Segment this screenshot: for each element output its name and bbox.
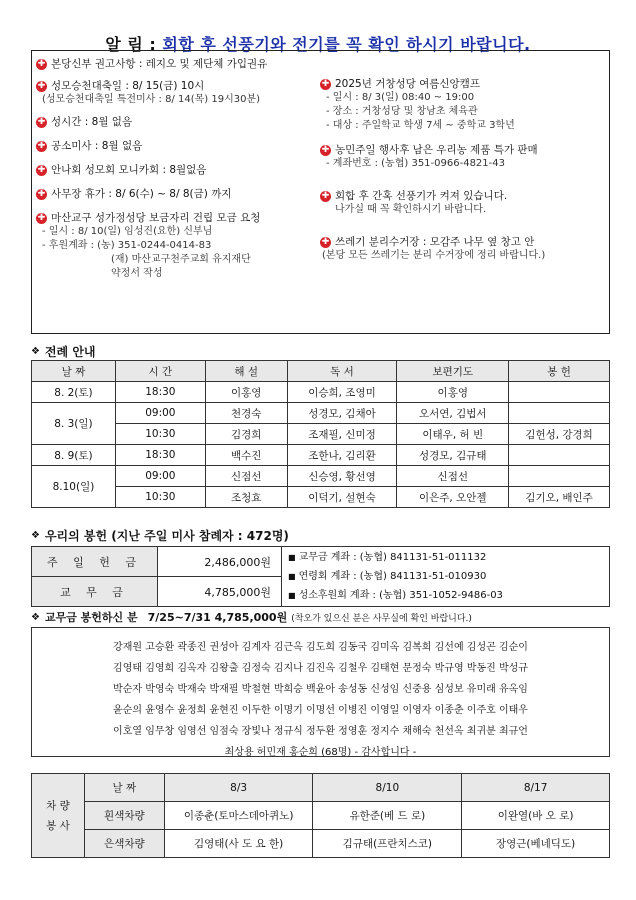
square-bullet-icon: ■ xyxy=(288,572,296,581)
donor-list xyxy=(31,627,610,757)
account-list xyxy=(282,547,610,607)
offering-value: 4,785,000원 xyxy=(158,577,282,607)
notice-text: 회합 후 선풍기와 전기를 꼭 확인 하시기 바랍니다. xyxy=(162,35,531,54)
donors-section-title: ❖ 교무금 봉헌하신 분 7/25~7/31 4,785,000원 (착오가 있으신 분은 사무실에 확인 바랍니다.) xyxy=(31,611,472,624)
announcement-item: ✚ 쓰레기 분리수거장 : 모감주 나무 옆 창고 안 xyxy=(321,236,535,248)
diamond-bullet-icon: ❖ xyxy=(31,346,40,357)
liturgy-section-title: ❖ 전례 안내 xyxy=(31,345,96,359)
diamond-bullet-icon: ❖ xyxy=(31,530,40,541)
cross-icon: ✚ xyxy=(321,236,330,247)
table-row: 8. 3(일) 09:00 천경숙 성경모, 김채아 오서연, 김법서 xyxy=(32,403,610,424)
cross-icon: ✚ xyxy=(321,190,330,201)
announcement-item: ✚ 성시간 : 8월 없음 xyxy=(37,116,133,128)
vehicle-service-label: 차 량 봉 사 xyxy=(32,774,85,858)
cross-icon: ✚ xyxy=(37,140,46,151)
date-cell: 8. 2(토) xyxy=(32,382,116,403)
offering-label: 주 일 헌 금 xyxy=(32,547,158,577)
announcement-subtext: - 계좌번호 : (농협) 351-0966-4821-43 xyxy=(326,158,505,169)
announcement-item: ✚ 성모승천대축일 : 8/ 15(금) 10시 xyxy=(37,80,205,92)
account-line: ■ 교무금 계좌 : (농협) 841131-51-011132 xyxy=(288,552,487,563)
column-header: 독 서 xyxy=(287,361,397,382)
table-row: 흰색차량 이종춘(토마스데아퀴노) 유한준(베 드 로) 이완열(바 오 로) xyxy=(32,802,610,830)
column-header: 봉 헌 xyxy=(509,361,610,382)
vehicle-service-table xyxy=(31,773,610,858)
announcement-item: ✚ 안나회 성모회 모니카회 : 8월없음 xyxy=(37,164,207,176)
table-header-row xyxy=(32,361,610,382)
cross-icon: ✚ xyxy=(37,212,46,223)
announcement-subtext: 약정서 작성 xyxy=(111,268,163,279)
announcement-subtext: (성모승천대축일 특전미사 : 8/ 14(목) 19시30분) xyxy=(42,94,261,105)
table-row: 은색차량 김영태(사 도 요 한) 김규태(프란치스코) 장영근(베네딕도) xyxy=(32,830,610,858)
announcement-item: ✚ 농민주일 행사후 남은 우리농 제품 특가 판매 xyxy=(321,144,538,156)
column-header: 8/10 xyxy=(313,774,462,802)
cross-icon: ✚ xyxy=(37,164,46,175)
announcements-left-column xyxy=(32,51,318,281)
announcement-subtext: (재) 마산교구천주교회 유지재단 xyxy=(111,254,251,265)
row-header: 흰색차량 xyxy=(84,802,164,830)
announcement-subtext: 나가실 때 꼭 확인하시기 바랍니다. xyxy=(335,204,487,215)
cross-icon: ✚ xyxy=(37,80,46,91)
liturgy-table xyxy=(31,360,610,508)
column-header: 해 설 xyxy=(205,361,287,382)
square-bullet-icon: ■ xyxy=(288,553,296,562)
announcement-subtext: (본당 모든 쓰레기는 분리 수거장에 정리 바랍니다.) xyxy=(322,250,546,261)
square-bullet-icon: ■ xyxy=(288,591,296,600)
announcement-subtext: - 후원계좌 : (농) 351-0244-0414-83 xyxy=(42,240,212,251)
announcements-right-column xyxy=(320,51,610,263)
offering-value: 2,486,000원 xyxy=(158,547,282,577)
row-header: 은색차량 xyxy=(84,830,164,858)
announcement-item: ✚ 2025년 거창성당 여름신앙캠프 xyxy=(321,78,480,90)
table-row: 10:30 김경희 조재필, 신미정 이태우, 허 빈 김헌성, 강경희 xyxy=(32,424,610,445)
column-header: 보편기도 xyxy=(397,361,509,382)
offering-table xyxy=(31,546,610,607)
announcement-item: ✚ 회합 후 간혹 선풍기가 켜져 있습니다. xyxy=(321,190,508,202)
cross-icon: ✚ xyxy=(37,188,46,199)
table-row: 10:30 조청효 이덕기, 설현숙 이은주, 오안젤 김기오, 배인주 xyxy=(32,487,610,508)
announcement-item: ✚ 마산교구 성가정성당 보금자리 건립 모금 요청 xyxy=(37,212,261,224)
cross-icon: ✚ xyxy=(321,78,330,89)
table-row: 8. 2(토) 18:30 이홍영 이승희, 조영미 이홍영 xyxy=(32,382,610,403)
table-row: 8.10(일) 09:00 신점선 신승영, 황선영 신점선 xyxy=(32,466,610,487)
announcement-item: ✚ 본당신부 권고사항 : 레지오 및 제단체 가입권유 xyxy=(37,58,268,70)
donor-line: 김영태 김영희 김옥자 김왕출 김정숙 김지나 김진옥 김철우 김태현 문정숙 박규영 박동진 박성규 xyxy=(113,663,528,674)
column-header: 시 간 xyxy=(115,361,205,382)
notice-label: 알 림 : xyxy=(105,35,157,54)
column-header: 날 짜 xyxy=(32,361,116,382)
cross-icon: ✚ xyxy=(321,144,330,155)
date-cell: 8. 3(일) xyxy=(32,403,116,445)
donor-line: 박순자 박영숙 박재숙 박재필 박철현 박희승 백윤아 송성동 신성임 신중용 심성보 유미래 유옥임 xyxy=(113,684,528,695)
donor-line: 강재원 고승환 곽종진 권성아 김계자 김근옥 김도희 김동국 김미옥 김복희 김선예 김성곤 김순이 xyxy=(113,642,528,653)
donor-line: 윤순의 윤영수 윤정희 윤현진 이두한 이명기 이명선 이병진 이영일 이영자 이종춘 이주호 이태우 xyxy=(113,705,528,716)
announcement-subtext: - 대상 : 주일학교 학생 7세 ~ 중학교 3학년 xyxy=(326,120,515,131)
cross-icon: ✚ xyxy=(37,116,46,127)
date-cell: 8.10(일) xyxy=(32,466,116,508)
account-line: ■ 성소후원회 계좌 : (농협) 351-1052-9486-03 xyxy=(288,590,503,601)
table-row xyxy=(32,547,610,577)
offering-label: 교 무 금 xyxy=(32,577,158,607)
table-header-row xyxy=(32,774,610,802)
announcement-subtext: - 일시 : 8/ 10(일) 임성진(요한) 신부님 xyxy=(42,226,213,237)
column-header: 날 짜 xyxy=(84,774,164,802)
announcement-item: ✚ 사무장 휴가 : 8/ 6(수) ~ 8/ 8(금) 까지 xyxy=(37,188,232,200)
announcement-subtext: - 장소 : 거창성당 및 창남초 체육관 xyxy=(326,106,478,117)
announcement-item: ✚ 공소미사 : 8월 없음 xyxy=(37,140,143,152)
offering-section-title: ❖ 우리의 봉헌 (지난 주일 미사 참례자 : 472명) xyxy=(31,529,289,543)
diamond-bullet-icon: ❖ xyxy=(31,611,40,623)
announcement-subtext: - 일시 : 8/ 3(일) 08:40 ~ 19:00 xyxy=(326,92,475,103)
cross-icon: ✚ xyxy=(37,58,46,69)
donor-line: 이호열 임무창 임영선 임점숙 장빛나 정규식 정두환 정영훈 정지수 채해숙 천선옥 최귀분 최규언 xyxy=(113,726,528,737)
table-row: 8. 9(토) 18:30 백수진 조한나, 김리환 성경모, 김규태 xyxy=(32,445,610,466)
announcements-box xyxy=(31,50,610,334)
date-cell: 8. 9(토) xyxy=(32,445,116,466)
account-line: ■ 연령회 계좌 : (농협) 841131-51-010930 xyxy=(288,571,487,582)
donor-line: 최상용 허민재 홍순희 (68명) - 감사합니다 - xyxy=(224,747,417,758)
column-header: 8/3 xyxy=(164,774,313,802)
column-header: 8/17 xyxy=(462,774,610,802)
